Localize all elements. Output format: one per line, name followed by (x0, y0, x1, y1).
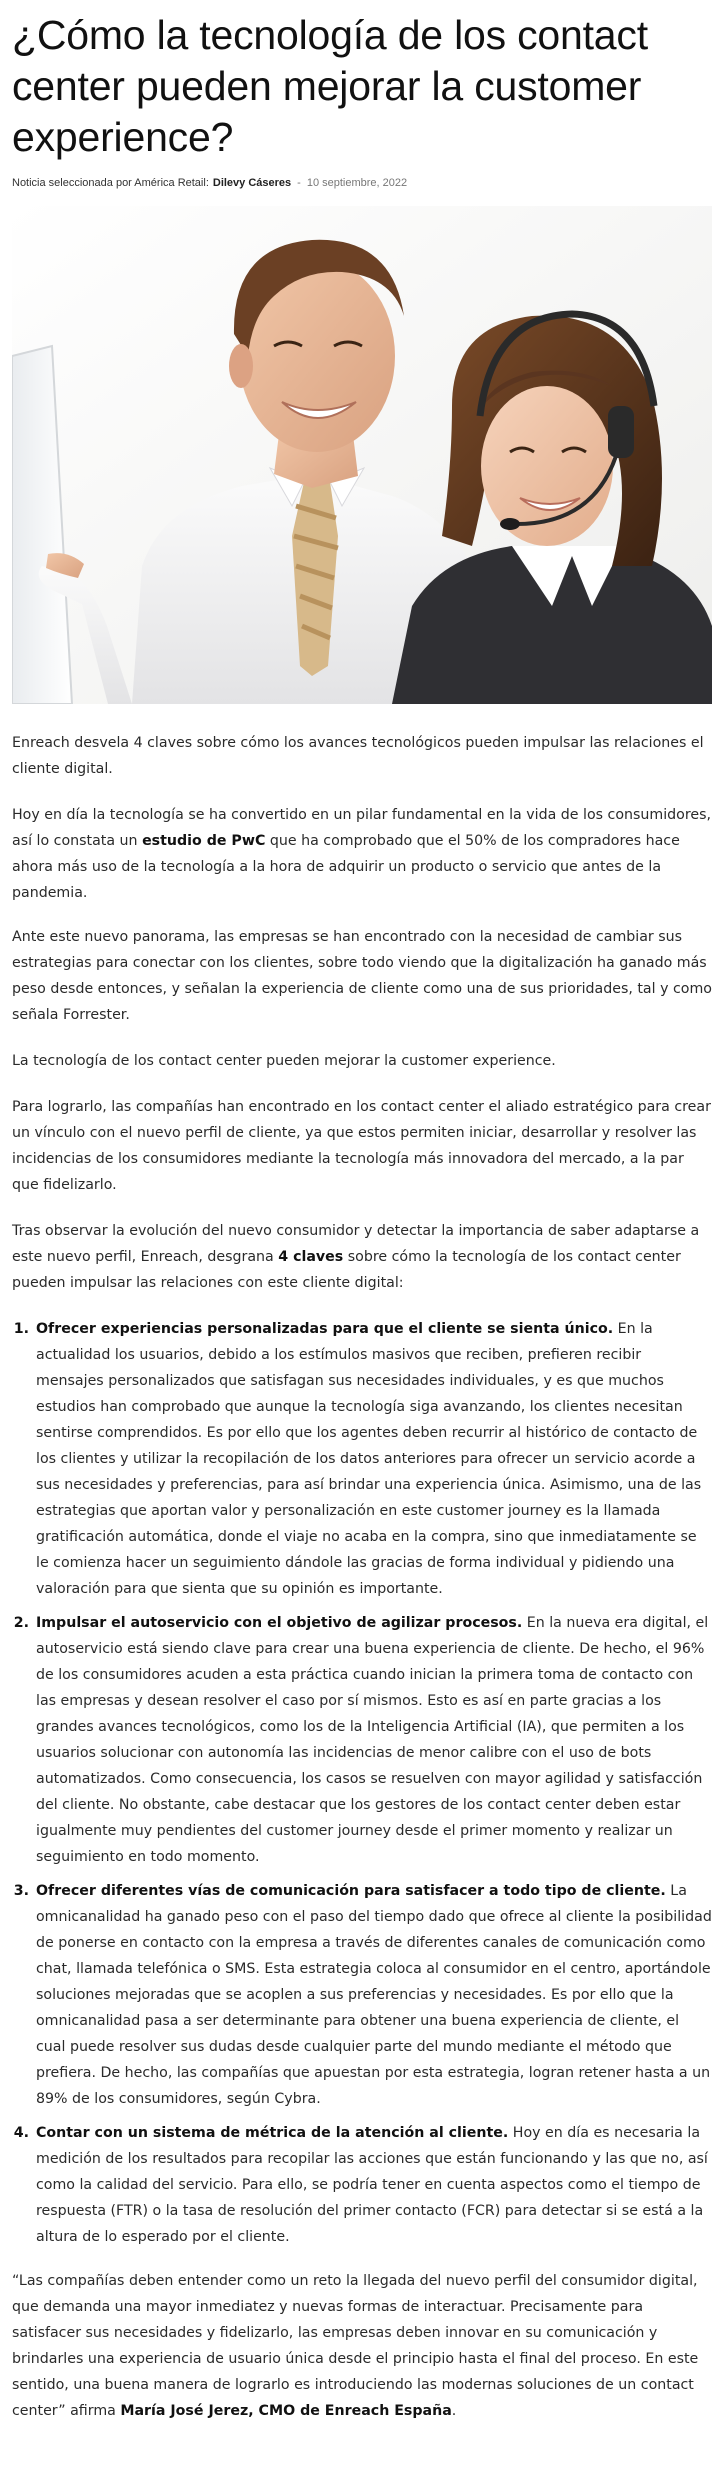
list-item-text: Hoy en día es necesaria la medición de los resultados para recopilar las acciones que están funcionando y las que no, así como la calidad del servicio. Para ello, se podría tener en cuenta aspectos como el tiempo de respuesta (FTR) o la tasa de resolución del primer contacto (FCR) para detectar si se está a la altura de lo esperado por el cliente. (36, 2125, 708, 2245)
contact-center-team-photo-icon (12, 206, 712, 704)
p4-text: La tecnología de los contact center pueden mejorar la customer experience. (12, 1053, 556, 1069)
list-item-text: En la actualidad los usuarios, debido a los estímulos masivos que reciben, prefieren recibir mensajes personalizados que satisfagan sus necesidades individuales, y es que muchos estudios han comprobado que aunque la tecnología siga avanzando, los clientes necesitan sentirse comprendidos. Es por ello que los agentes deben recurrir al histórico de contacto de los clientes y utilizar la recopilación de los datos anteriores para ofrecer un servicio acorde a sus necesidades y preferencias, para así brindar una experiencia única. Asimismo, una de las estrategias que aportan valor y personalización en este customer journey es la llamada gratificación automática, donde el viaje no acaba en la compra, sino que inmediatamente se le comienza hacer un seguimiento dándole las gracias de forma individual y pidiendo una valoración para que sienta que su opinión es importante. (36, 1321, 702, 1597)
quote-end: . (451, 2403, 457, 2419)
p2-text-before: Hoy en día la tecnología se ha convertido en un pilar fundamental en la vida de los consumidores, así lo constata un (12, 807, 711, 849)
p6-text-before: Tras observar la evolución del nuevo consumidor y detectar la importancia de saber adaptarse a este nuevo perfil, Enreach, desgrana (12, 1223, 700, 1265)
publish-date: 10 septiembre, 2022 (306, 177, 408, 189)
list-item (34, 1610, 712, 1870)
hero-image (12, 206, 712, 704)
page-title: ¿Cómo la tecnología de los contact center pueden mejorar la customer experience? (12, 12, 648, 160)
claves-highlight: 4 claves (278, 1249, 344, 1265)
author-link[interactable]: Dilevy Cáseres (212, 177, 292, 189)
article-meta (12, 173, 725, 193)
article-body (12, 730, 712, 2444)
list-item-text: La omnicanalidad ha ganado peso con el paso del tiempo dado que ofrece al cliente la posibilidad de ponerse en contacto con la empresa a través de diferentes canales de comunicación como chat, llamada telefónica o SMS. Esta estrategia coloca al consumidor en el centro, aportándole soluciones mejoradas que se acoplen a sus preferencias y necesidades. Es por ello que la omnicanalidad pasa a ser determinante para obtener una buena experiencia de cliente, el cual puede resolver sus dudas desde cualquier parte del mundo mediante el método que prefiera. De hecho, las compañías que apuestan por esta estrategia, logran retener hasta a un 89% de los consumidores, según Cybra. (36, 1883, 712, 2107)
list-item (34, 2120, 712, 2250)
quote-text: “Las compañías deben entender como un reto la llegada del nuevo perfil del consumidor digital, que demanda una mayor inmediatez y nuevas formas de interactuar. Precisamente para satisfacer sus necesidades y fidelizarlo, las empresas deben innovar en su comunicación y brindarles una experiencia de usuario única desde el principio hasta el final del proceso. En este sentido, una buena manera de lograrlo es introduciendo las modernas soluciones de un contact center” afirma (12, 2273, 699, 2419)
list-item-text: En la nueva era digital, el autoservicio está siendo clave para crear una buena experiencia de cliente. De hecho, el 96% de los consumidores acuden a esta práctica cuando inician la primera toma de contacto con las empresas y desean resolver el caso por sí mismos. Esto es así en parte gracias a los grandes avances tecnológicos, como los de la Inteligencia Artificial (IA), que permiten a los usuarios solucionar con autonomía las incidencias de menor calibre con el uso de bots automatizados. Como consecuencia, los casos se resuelven con mayor agilidad y satisfacción del cliente. No obstante, cabe destacar que los gestores de los contact center deben estar igualmente muy pendientes del customer journey desde el primer momento y realizar un seguimiento en todo momento. (36, 1615, 709, 1865)
paragraph-panorama (12, 924, 712, 1028)
list-item-heading: Ofrecer diferentes vías de comunicación para satisfacer a todo tipo de cliente. (36, 1883, 666, 1899)
p6-text-after: sobre cómo la tecnología de los contact center pueden impulsar las relaciones con este cliente digital: (12, 1249, 681, 1291)
list-item-heading: Contar con un sistema de métrica de la atención al cliente. (36, 2125, 509, 2141)
claves-list (12, 1316, 712, 2250)
list-item-heading: Impulsar el autoservicio con el objetivo de agilizar procesos. (36, 1615, 523, 1631)
list-item (34, 1316, 712, 1602)
list-item-heading: Ofrecer experiencias personalizadas para que el cliente se sienta único. (36, 1321, 614, 1337)
closing-quote (12, 2268, 712, 2424)
p5-text: Para lograrlo, las compañías han encontrado en los contact center el aliado estratégico para crear un vínculo con el nuevo perfil de cliente, ya que estos permiten iniciar, desarrollar y resolver las incidencias de los consumidores mediante la tecnología más innovadora del mercado, a la par que fidelizarlo. (12, 1099, 711, 1193)
meta-prefix: Noticia seleccionada por América Retail: (12, 177, 209, 189)
quote-author: María José Jerez, CMO de Enreach España (120, 2403, 452, 2419)
pwc-study-link[interactable]: estudio de PwC (142, 833, 266, 849)
meta-separator: - (297, 177, 301, 189)
paragraph-claves (12, 1218, 712, 1296)
list-item (34, 1878, 712, 2112)
p2-text-after: que ha comprobado que el 50% de los compradores hace ahora más uso de la tecnología a la hora de adquirir un producto o servicio que antes de la pandemia. (12, 833, 680, 901)
paragraph-lograrlo (12, 1094, 712, 1198)
paragraph-pwc (12, 802, 712, 906)
paragraph-subheading (12, 1048, 712, 1074)
intro-paragraph (12, 730, 712, 782)
intro-text: Enreach desvela 4 claves sobre cómo los avances tecnológicos pueden impulsar las relaciones el cliente digital. (12, 735, 704, 777)
p3-text: Ante este nuevo panorama, las empresas se han encontrado con la necesidad de cambiar sus estrategias para conectar con los clientes, sobre todo viendo que la digitalización ha ganado más peso desde entonces, y señalan la experiencia de cliente como una de sus prioridades, tal y como señala Forrester. (12, 929, 712, 1023)
